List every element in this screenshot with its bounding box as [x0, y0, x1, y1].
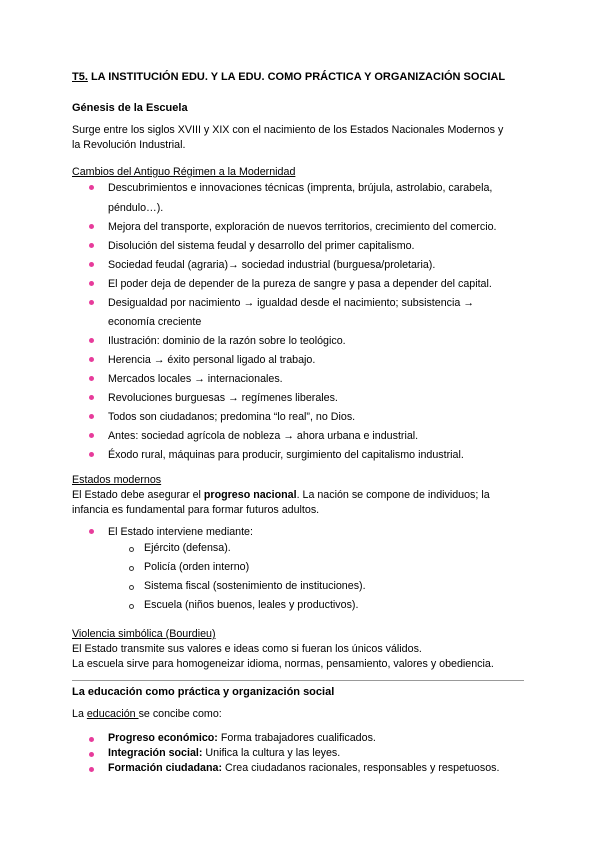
title-number: T5.: [72, 71, 88, 83]
estados-bold-text: progreso nacional: [203, 489, 297, 501]
cambios-item: Descubrimientos e innovaciones técnicas (imprenta, brújula, astrolabio, carabela,: [108, 182, 493, 194]
cambios-item: Mejora del transporte, exploración de nuevos territorios, crecimiento del comercio.: [108, 221, 497, 233]
violencia-line-1: El Estado transmite sus valores e ideas como si fueran los únicos válidos.: [72, 643, 422, 655]
cambios-item: El poder deja de depender de la pureza de sangre y pasa a depender del capital.: [108, 278, 492, 290]
educacion-item-text: Forma trabajadores cualificados.: [217, 732, 376, 744]
estados-sub-item: Policía (orden interno): [144, 561, 250, 573]
cambios-item-continued: economía creciente: [108, 316, 202, 328]
bullet-icon: [89, 185, 94, 190]
cambios-item: Todos son ciudadanos; predomina “lo real”, no Dios.: [108, 411, 356, 423]
cambios-item: Sociedad feudal (agraria)→ sociedad industrial (burguesa/proletaria).: [108, 259, 436, 271]
cambios-item: Éxodo rural, máquinas para producir, surgimiento del capitalismo industrial.: [108, 449, 464, 461]
educacion-item-label: Formación ciudadana:: [108, 762, 223, 774]
educacion-intro-text: se concibe como:: [138, 708, 222, 720]
hollow-bullet-icon: [129, 566, 134, 571]
cambios-item: Revoluciones burguesas → regímenes liberales.: [108, 392, 338, 404]
bullet-icon: [89, 376, 94, 381]
bullet-icon: [89, 281, 94, 286]
bullet-icon: [89, 395, 94, 400]
estados-paragraph-line-2: infancia es fundamental para formar futuros adultos.: [72, 504, 320, 516]
educacion-item-label: Integración social:: [108, 747, 203, 759]
violencia-line-2: La escuela sirve para homogeneizar idioma, normas, pensamiento, valores y obediencia.: [72, 658, 494, 670]
educacion-item-label: Progreso económico:: [108, 732, 218, 744]
bullet-icon: [89, 414, 94, 419]
educacion-item-text: Unifica la cultura y las leyes.: [202, 747, 341, 759]
estados-heading: Estados modernos: [72, 474, 162, 486]
page-title: [72, 71, 505, 83]
bullet-icon: [89, 224, 94, 229]
bullet-icon: [89, 529, 94, 534]
bullet-icon: [89, 737, 94, 742]
cambios-item: Mercados locales → internacionales.: [108, 373, 283, 385]
educacion-intro: [72, 706, 222, 723]
genesis-line-1: Surge entre los siglos XVIII y XIX con el nacimiento de los Estados Nacionales Modernos y: [72, 124, 504, 136]
cambios-item-continued: péndulo…).: [108, 202, 164, 214]
cambios-heading: Cambios del Antiguo Régimen a la Modernidad: [72, 166, 296, 178]
hollow-bullet-icon: [129, 585, 134, 590]
bullet-icon: [89, 767, 94, 772]
cambios-item: Antes: sociedad agrícola de nobleza → ahora urbana e industrial.: [108, 430, 419, 442]
cambios-item: Desigualdad por nacimiento → igualdad desde el nacimiento; subsistencia →: [108, 297, 474, 309]
educacion-heading: La educación como práctica y organización social: [72, 686, 335, 698]
bullet-icon: [89, 433, 94, 438]
bullet-icon: [89, 262, 94, 267]
estados-sub-item: Escuela (niños buenos, leales y productivos).: [144, 599, 359, 611]
violencia-heading: Violencia simbólica (Bourdieu): [72, 628, 216, 640]
educacion-item: [108, 759, 499, 778]
cambios-item: Herencia → éxito personal ligado al trabajo.: [108, 354, 316, 366]
genesis-line-2: la Revolución Industrial.: [72, 139, 186, 151]
estados-sub-item: Ejército (defensa).: [144, 542, 231, 554]
educacion-item-text: Crea ciudadanos racionales, responsables y respetuosos.: [222, 762, 500, 774]
bullet-icon: [89, 300, 94, 305]
cambios-item: Disolución del sistema feudal y desarrollo del primer capitalismo.: [108, 240, 415, 252]
bullet-icon: [89, 452, 94, 457]
cambios-item: Ilustración: dominio de la razón sobre lo teológico.: [108, 335, 346, 347]
genesis-heading: Génesis de la Escuela: [72, 102, 188, 114]
estados-text: El Estado debe asegurar el: [72, 489, 204, 501]
hollow-bullet-icon: [129, 604, 134, 609]
bullet-icon: [89, 243, 94, 248]
educacion-link[interactable]: educación: [86, 708, 139, 720]
estados-intervention: El Estado interviene mediante:: [108, 526, 253, 538]
title-text: LA INSTITUCIÓN EDU. Y LA EDU. COMO PRÁCTICA Y ORGANIZACIÓN SOCIAL: [87, 71, 506, 83]
horizontal-divider: [72, 680, 524, 681]
bullet-icon: [89, 357, 94, 362]
educacion-intro-text: La: [72, 708, 87, 720]
bullet-icon: [89, 338, 94, 343]
estados-text: . La nación se compone de individuos; la: [296, 489, 490, 501]
hollow-bullet-icon: [129, 547, 134, 552]
estados-sub-item: Sistema fiscal (sostenimiento de instituciones).: [144, 580, 366, 592]
bullet-icon: [89, 752, 94, 757]
